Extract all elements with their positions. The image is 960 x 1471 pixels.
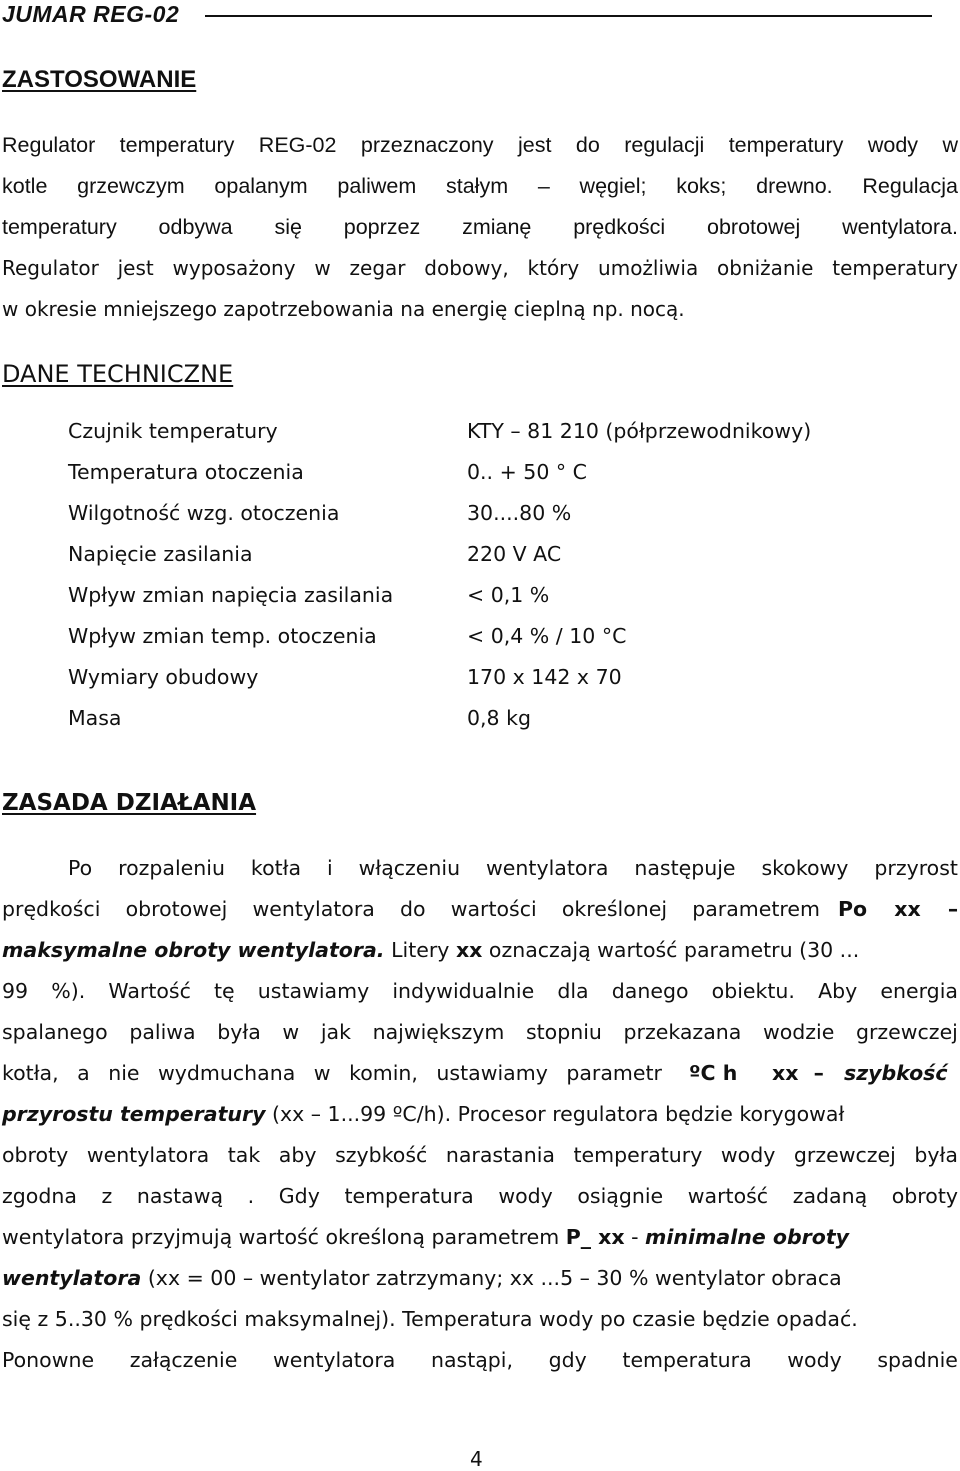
spec-value: 30....80 % [467,501,572,525]
word: Po [68,856,93,880]
word: obniżanie [717,256,814,280]
paragraph-line [2,1224,958,1250]
spec-label: Wymiary obudowy [68,665,259,689]
word: danego [611,979,689,1003]
word: była [217,1020,261,1044]
word: dla [557,979,589,1003]
section-title-zastosowanie: ZASTOSOWANIE [2,66,197,93]
word: a [77,1061,90,1085]
word: spadnie [877,1348,958,1372]
word: jest [117,256,154,280]
word: wartość [687,1184,769,1208]
page-number: 4 [470,1447,483,1471]
spec-label: Wpływ zmian temp. otoczenia [68,624,377,648]
paragraph-line [2,132,958,158]
word: zgodna [2,1184,77,1208]
word: stałym [445,174,509,198]
spec-value: 170 x 142 x 70 [467,665,622,689]
word: %). [51,979,86,1003]
word: tę [214,979,235,1003]
spec-label: Temperatura otoczenia [68,460,304,484]
paragraph-line [2,1265,958,1291]
header-title: JUMAR REG-02 [2,0,180,27]
word: drewno. [756,174,833,198]
word: wody [498,1184,553,1208]
word: w [314,256,331,280]
word: w [942,133,958,157]
paragraph-line [2,1019,958,1045]
word: temperatura [622,1348,752,1372]
word: wentylatora [252,897,375,921]
word: skokowy [761,856,849,880]
word: obroty [2,1143,69,1167]
word: wentylatora [272,1348,396,1372]
word: i [326,856,333,880]
word: grzewczym [77,174,185,198]
word: temperatura [344,1184,474,1208]
paragraph-line [2,1347,958,1373]
word: ustawiamy [257,979,370,1003]
word: jest [517,133,552,157]
word: Gdy [278,1184,320,1208]
paragraph-line [2,1101,958,1127]
param-p: P_ xx [565,1225,625,1249]
word: spalanego [2,1020,108,1044]
word: kotle [2,174,48,198]
word: koks; [676,174,727,198]
word: Regulacja [862,174,958,198]
word: parametr [566,1061,662,1085]
word: nastawą [136,1184,224,1208]
word: paliwa [129,1020,196,1044]
word: – [537,174,550,198]
word: wyposażony [172,256,296,280]
word: z [101,1184,113,1208]
spec-value: < 0,4 % / 10 °C [467,624,627,648]
text: Litery [384,938,456,962]
word: wodzie [762,1020,835,1044]
word: nie [108,1061,140,1085]
spec-label: Czujnik temperatury [68,419,278,443]
paragraph-line [2,1183,958,1209]
word: do [575,133,600,157]
spec-label: Napięcie zasilania [68,542,253,566]
word: załączenie [129,1348,238,1372]
word: temperatury [573,1143,703,1167]
emphasis: minimalne obroty [645,1225,849,1249]
word: umożliwia [598,256,699,280]
word: w [282,1020,300,1044]
word: który [527,256,580,280]
spec-value: KTY – 81 210 (półprzewodnikowy) [467,419,812,443]
word: wydmuchana [158,1061,296,1085]
word: zegar [349,256,406,280]
word: wentylatora [486,856,609,880]
spec-value: 0.. + 50 ° C [467,460,587,484]
word: określonej [561,897,668,921]
word: rozpaleniu [118,856,225,880]
word: przeznaczony [360,133,494,157]
header-rule [205,15,932,17]
text: xx – [772,1061,824,1085]
word: jak [320,1020,351,1044]
word: kotła, [2,1061,59,1085]
word: przekazana [623,1020,742,1044]
text: (xx = 00 – wentylator zatrzymany; xx ...5 – 30 % wentylator obraca [141,1266,842,1290]
word: obrotowej [707,215,801,239]
word: zmianę [462,215,532,239]
word: temperatury [728,133,844,157]
word: ustawiamy [436,1061,548,1085]
paragraph-line: w okresie mniejszego zapotrzebowania na energię cieplną np. nocą. [2,297,685,321]
word: szybkość [335,1143,428,1167]
emphasis: maksymalne obroty wentylatora. [2,938,385,962]
word: grzewczej [855,1020,958,1044]
word: się [274,215,302,239]
word: Aby [818,979,858,1003]
text: wentylatora przyjmują wartość określoną parametrem [2,1225,566,1249]
paragraph-line [2,255,958,281]
word: Regulator [2,256,99,280]
emphasis: przyrostu temperatury [2,1102,266,1126]
word: wartości [450,897,537,921]
paragraph-line [2,1142,958,1168]
word: temperatury [119,133,235,157]
word: była [914,1143,958,1167]
paragraph-line [2,937,958,963]
word: zadaną [792,1184,868,1208]
text: xx [455,938,483,962]
spec-value: 0,8 kg [467,706,532,730]
spec-label: Wpływ zmian napięcia zasilania [68,583,394,607]
section-title-zasada-dzialania: ZASADA DZIAŁANIA [2,790,257,816]
paragraph-line [2,896,958,922]
word: paliwem [337,174,417,198]
word: odbywa [158,215,233,239]
word: aby [278,1143,317,1167]
word: włączeniu [358,856,461,880]
word: grzewczej [793,1143,896,1167]
paragraph-line [2,214,958,240]
word: temperatury [2,215,117,239]
word: wentylatora. [842,215,958,239]
emphasis: wentylatora [2,1266,142,1290]
word: opalanym [214,174,308,198]
word: narastania [445,1143,555,1167]
word: następuje [634,856,736,880]
word: wody [720,1143,776,1167]
spec-value: 220 V AC [467,542,562,566]
word: poprzez [343,215,421,239]
word: komin, [349,1061,418,1085]
word: . [247,1184,255,1208]
word: przyrost [874,856,958,880]
word: Ponowne [2,1348,95,1372]
word: prędkości [573,215,666,239]
text: oznaczają wartość parametru (30 ... [482,938,860,962]
paragraph-line [2,1060,958,1086]
word: do [399,897,426,921]
word: energia [880,979,958,1003]
param-ch: ºC h [689,1061,738,1085]
text: (xx – 1...99 ºC/h). Procesor regulatora będzie korygował [265,1102,845,1126]
word: dobowy, [424,256,509,280]
word: parametrem [692,897,820,921]
text: - [624,1225,646,1249]
word: obiektu. [711,979,795,1003]
paragraph-line [2,978,958,1004]
emphasis: szybkość [844,1061,948,1085]
word: regulacji [624,133,705,157]
word: indywidualnie [392,979,535,1003]
word: wentylatora [86,1143,210,1167]
word: Wartość [108,979,191,1003]
word: węgiel; [579,174,647,198]
word: gdy [548,1348,587,1372]
spec-value: < 0,1 % [467,583,550,607]
word: obrotowej [125,897,228,921]
word: największym [372,1020,505,1044]
param-po: Po xx – [838,897,959,921]
word: kotła [250,856,302,880]
word: prędkości [2,897,101,921]
section-title-dane-techniczne: DANE TECHNICZNE [2,360,234,388]
spec-label: Masa [68,706,122,730]
word: nastąpi, [430,1348,514,1372]
word: w [313,1061,331,1085]
document-header [2,0,932,28]
word: 99 [2,979,29,1003]
word: REG-02 [258,133,337,157]
word: Regulator [2,133,96,157]
paragraph-line [2,173,958,199]
word: obroty [891,1184,958,1208]
word: wody [867,133,919,157]
word: temperatury [832,256,958,280]
paragraph-line [68,855,958,881]
spec-label: Wilgotność wzg. otoczenia [68,501,340,525]
word: tak [227,1143,261,1167]
word: stopniu [525,1020,602,1044]
word: wody [787,1348,842,1372]
word: osiągnie [577,1184,664,1208]
paragraph-line: się z 5..30 % prędkości maksymalnej). Temperatura wody po czasie będzie opadać. [2,1307,858,1331]
